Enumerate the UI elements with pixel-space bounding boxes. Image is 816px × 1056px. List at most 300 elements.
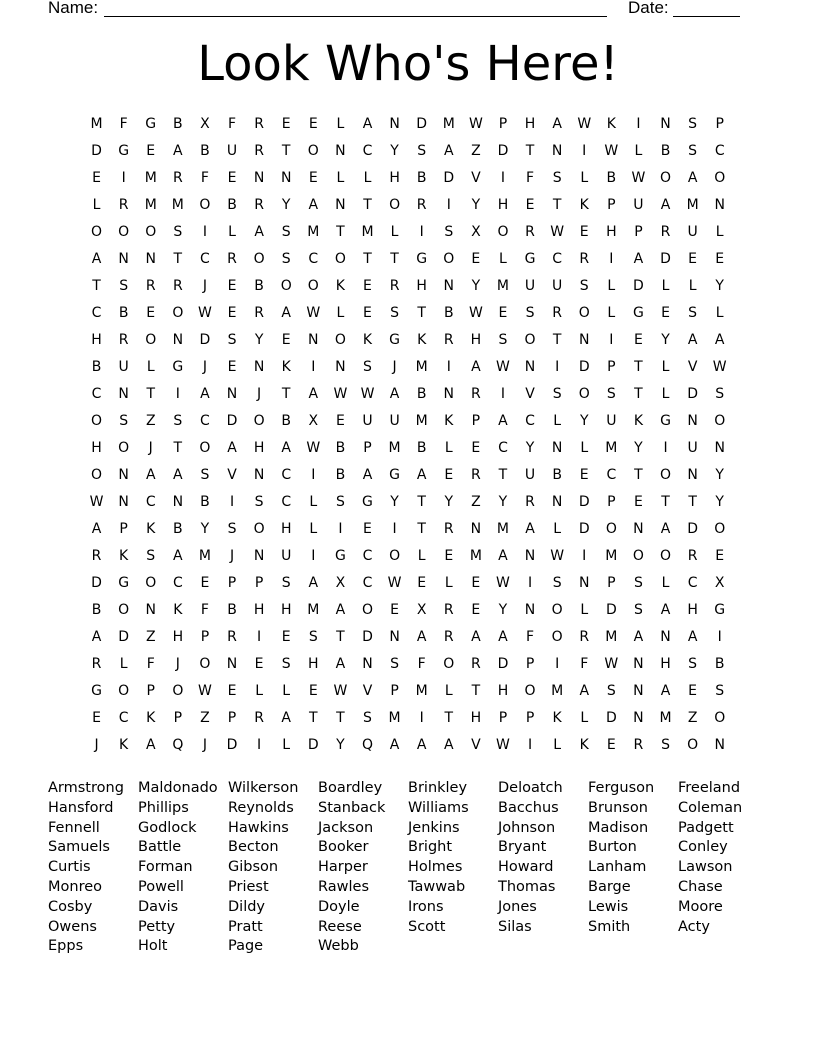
grid-letter: K — [146, 521, 156, 537]
grid-letter: C — [687, 575, 698, 591]
grid-letter: N — [389, 116, 400, 132]
grid-letter: A — [308, 575, 319, 591]
grid-letter: S — [390, 656, 400, 672]
grid-letter: N — [633, 683, 644, 699]
grid-letter: B — [173, 521, 183, 537]
letter-grid — [83, 113, 733, 761]
word-item: Madison — [588, 819, 649, 836]
grid-letter: M — [496, 521, 509, 537]
grid-letter: B — [173, 116, 183, 132]
word-item: Coleman — [678, 799, 743, 816]
grid-row — [83, 572, 733, 599]
grid-letter: B — [552, 467, 562, 483]
grid-letter: C — [118, 710, 129, 726]
grid-letter: A — [173, 143, 183, 159]
grid-letter: L — [553, 521, 562, 537]
grid-letter: U — [389, 413, 400, 429]
grid-letter: F — [526, 170, 535, 186]
grid-letter: P — [200, 629, 210, 645]
grid-letter: E — [444, 548, 454, 564]
grid-letter: R — [227, 629, 237, 645]
grid-letter: B — [254, 278, 264, 294]
grid-letter: T — [552, 332, 562, 348]
grid-letter: I — [392, 521, 397, 537]
word-item: Bright — [408, 839, 453, 856]
grid-letter: L — [499, 251, 507, 267]
word-item: Wilkerson — [228, 780, 299, 796]
grid-letter: G — [118, 575, 130, 591]
grid-letter: N — [226, 656, 238, 672]
grid-letter: T — [92, 278, 101, 294]
date-blank-line — [673, 16, 740, 17]
grid-letter: B — [335, 467, 346, 483]
grid-letter: B — [416, 440, 427, 456]
grid-letter: B — [416, 170, 427, 186]
grid-letter: N — [118, 467, 129, 483]
grid-letter: B — [91, 359, 102, 375]
date-label: Date: — [628, 0, 669, 17]
grid-letter: W — [468, 116, 483, 132]
word-item: Jenkins — [408, 819, 460, 836]
grid-letter: W — [577, 116, 592, 132]
grid-letter: M — [388, 710, 401, 726]
grid-letter: S — [606, 683, 616, 699]
grid-letter: P — [607, 575, 616, 591]
word-item: Thomas — [498, 878, 556, 895]
grid-letter: N — [443, 386, 454, 402]
grid-letter: P — [607, 197, 616, 213]
grid-letter: S — [688, 656, 698, 672]
grid-letter: M — [551, 683, 564, 699]
grid-letter: L — [228, 224, 236, 240]
grid-letter: E — [281, 629, 291, 645]
grid-letter: T — [634, 359, 643, 375]
grid-letter: J — [257, 386, 262, 402]
word-item: Howard — [498, 859, 554, 876]
grid-letter: Q — [361, 737, 373, 753]
grid-letter: K — [579, 737, 589, 753]
grid-letter: M — [415, 413, 428, 429]
grid-letter: Y — [254, 332, 264, 348]
word-column — [228, 779, 318, 957]
grid-letter: R — [254, 710, 264, 726]
grid-letter: R — [660, 224, 671, 240]
grid-letter: G — [632, 305, 644, 321]
word-item: Forman — [138, 859, 193, 876]
grid-letter: L — [336, 305, 345, 321]
worksheet-header — [48, 0, 748, 20]
grid-letter: R — [172, 278, 183, 294]
word-item: Johnson — [498, 819, 556, 836]
grid-letter: E — [308, 170, 318, 186]
grid-letter: P — [471, 413, 481, 429]
grid-row — [83, 707, 733, 734]
grid-letter: A — [416, 629, 427, 645]
grid-letter: E — [471, 575, 481, 591]
grid-letter: O — [578, 305, 590, 321]
grid-letter: Z — [145, 413, 156, 429]
grid-letter: M — [388, 440, 401, 456]
grid-row — [83, 653, 733, 680]
word-item: Boardley — [318, 780, 383, 796]
grid-letter: D — [91, 143, 102, 159]
grid-letter: W — [360, 386, 375, 402]
grid-letter: O — [714, 170, 726, 186]
grid-row — [83, 356, 733, 383]
grid-letter: P — [498, 710, 508, 726]
grid-letter: P — [525, 710, 535, 726]
grid-letter: I — [257, 737, 262, 753]
grid-letter: N — [226, 386, 238, 402]
grid-letter: E — [308, 683, 318, 699]
grid-letter: Z — [471, 494, 481, 510]
grid-letter: H — [308, 656, 319, 672]
grid-letter: O — [524, 332, 536, 348]
grid-letter: T — [146, 386, 156, 402]
grid-letter: A — [443, 143, 454, 159]
grid-letter: O — [443, 251, 455, 267]
grid-letter: Y — [715, 278, 724, 294]
grid-letter: D — [633, 278, 644, 294]
grid-letter: P — [525, 656, 535, 672]
grid-letter: H — [280, 521, 292, 537]
grid-letter: A — [227, 440, 237, 456]
grid-letter: L — [282, 683, 291, 699]
grid-letter: A — [416, 467, 427, 483]
word-column — [138, 779, 228, 957]
grid-letter: F — [580, 656, 589, 672]
grid-letter: E — [254, 656, 264, 672]
grid-letter: A — [145, 467, 156, 483]
grid-letter: Z — [145, 629, 156, 645]
puzzle-title: Look Who's Here! — [197, 36, 619, 92]
grid-letter: I — [636, 116, 641, 132]
grid-letter: I — [582, 548, 587, 564]
grid-letter: O — [199, 440, 211, 456]
grid-letter: T — [552, 197, 562, 213]
word-item: Samuels — [48, 839, 110, 856]
grid-letter: S — [119, 413, 129, 429]
grid-letter: A — [362, 116, 373, 132]
grid-letter: M — [605, 629, 618, 645]
grid-letter: O — [118, 683, 130, 699]
grid-letter: T — [281, 143, 291, 159]
word-item: Bryant — [498, 839, 547, 856]
grid-letter: K — [146, 710, 156, 726]
grid-letter: C — [200, 413, 210, 429]
grid-letter: O — [497, 224, 509, 240]
grid-letter: M — [415, 683, 428, 699]
word-item: Acty — [678, 918, 710, 935]
grid-letter: R — [118, 332, 129, 348]
grid-letter: I — [609, 332, 614, 348]
word-item: Chase — [678, 878, 723, 895]
word-item: Owens — [48, 918, 97, 935]
grid-letter: I — [500, 386, 506, 402]
grid-letter: U — [118, 359, 129, 375]
grid-letter: H — [416, 278, 427, 294]
grid-letter: E — [715, 251, 725, 267]
grid-letter: S — [552, 170, 562, 186]
grid-letter: R — [443, 521, 454, 537]
grid-letter: T — [688, 494, 697, 510]
grid-letter: N — [714, 737, 725, 753]
grid-letter: A — [416, 737, 427, 753]
grid-letter: G — [524, 251, 536, 267]
grid-letter: J — [229, 548, 235, 564]
grid-letter: L — [146, 359, 155, 375]
grid-letter: H — [253, 602, 265, 618]
grid-letter: N — [524, 548, 536, 564]
grid-letter: E — [498, 305, 508, 321]
grid-letter: N — [714, 197, 725, 213]
grid-letter: Y — [390, 143, 399, 159]
grid-letter: M — [144, 170, 157, 186]
grid-letter: O — [145, 224, 157, 240]
grid-letter: N — [551, 143, 563, 159]
grid-letter: O — [253, 413, 265, 429]
grid-letter: H — [660, 656, 671, 672]
grid-letter: N — [118, 251, 129, 267]
grid-letter: A — [281, 440, 291, 456]
grid-letter: A — [91, 521, 102, 537]
grid-letter: D — [497, 143, 509, 159]
grid-letter: Y — [336, 737, 345, 753]
grid-letter: I — [311, 548, 316, 564]
grid-letter: K — [444, 413, 454, 429]
word-item: Padgett — [678, 819, 734, 836]
grid-letter: T — [417, 521, 426, 537]
grid-letter: U — [362, 413, 373, 429]
grid-letter: I — [582, 143, 587, 159]
grid-letter: N — [470, 521, 482, 537]
word-item: Priest — [228, 878, 269, 895]
grid-row — [83, 599, 733, 626]
grid-letter: L — [363, 170, 372, 186]
grid-letter: C — [362, 143, 373, 159]
grid-letter: A — [633, 251, 644, 267]
grid-letter: D — [660, 251, 671, 267]
grid-letter: O — [118, 440, 130, 456]
word-item: Deloatch — [498, 780, 563, 796]
grid-letter: N — [280, 170, 292, 186]
grid-letter: Y — [715, 467, 724, 483]
word-item: Epps — [48, 938, 84, 955]
word-column — [678, 779, 768, 957]
grid-letter: L — [580, 602, 589, 618]
word-column — [408, 779, 498, 957]
grid-letter: E — [688, 251, 698, 267]
grid-letter: T — [634, 386, 643, 402]
grid-letter: N — [145, 251, 156, 267]
grid-letter: M — [415, 359, 428, 375]
grid-letter: A — [687, 629, 698, 645]
grid-letter: A — [498, 629, 508, 645]
grid-letter: L — [336, 116, 345, 132]
grid-letter: J — [94, 737, 99, 753]
grid-row — [83, 545, 733, 572]
grid-letter: M — [361, 224, 374, 240]
grid-letter: L — [607, 278, 616, 294]
grid-letter: G — [714, 602, 726, 618]
grid-letter: G — [660, 413, 671, 429]
grid-letter: Y — [281, 197, 291, 213]
word-item: Lewis — [588, 898, 629, 915]
grid-letter: U — [633, 197, 644, 213]
grid-letter: O — [334, 332, 346, 348]
grid-letter: B — [118, 305, 129, 321]
word-item: Cosby — [48, 898, 93, 915]
grid-letter: X — [308, 413, 319, 429]
grid-letter: D — [226, 737, 238, 753]
grid-row — [83, 518, 733, 545]
grid-letter: B — [91, 602, 102, 618]
grid-letter: H — [91, 332, 102, 348]
grid-letter: T — [661, 494, 670, 510]
grid-letter: D — [199, 332, 211, 348]
grid-letter: C — [552, 251, 563, 267]
grid-letter: L — [688, 278, 697, 294]
word-item: Dildy — [228, 898, 266, 915]
grid-letter: X — [714, 575, 725, 591]
grid-letter: N — [633, 710, 644, 726]
grid-letter: D — [605, 710, 617, 726]
grid-letter: L — [580, 440, 589, 456]
grid-letter: R — [579, 629, 590, 645]
grid-letter: Y — [715, 494, 724, 510]
grid-letter: E — [688, 683, 698, 699]
grid-letter: H — [497, 683, 509, 699]
grid-letter: W — [306, 305, 321, 321]
grid-letter: O — [91, 413, 103, 429]
grid-letter: K — [417, 332, 427, 348]
grid-letter: I — [527, 737, 533, 753]
word-item: Brinkley — [408, 780, 468, 796]
grid-letter: D — [497, 656, 509, 672]
grid-letter: I — [338, 521, 343, 537]
grid-letter: N — [308, 332, 319, 348]
grid-letter: W — [550, 224, 565, 240]
grid-letter: A — [633, 629, 644, 645]
grid-letter: A — [660, 521, 671, 537]
grid-letter: E — [146, 143, 156, 159]
grid-letter: O — [551, 629, 563, 645]
grid-letter: A — [498, 548, 508, 564]
grid-letter: K — [119, 548, 129, 564]
grid-letter: C — [172, 575, 183, 591]
grid-letter: I — [663, 440, 668, 456]
grid-letter: R — [254, 143, 264, 159]
grid-letter: B — [714, 656, 725, 672]
grid-letter: O — [199, 197, 211, 213]
grid-letter: P — [119, 521, 128, 537]
grid-letter: L — [417, 548, 426, 564]
word-item: Booker — [318, 839, 369, 856]
grid-letter: E — [363, 278, 372, 294]
grid-row — [83, 626, 733, 653]
word-item: Tawwab — [408, 878, 466, 895]
grid-letter: A — [335, 656, 346, 672]
word-item: Lanham — [588, 859, 647, 876]
grid-letter: O — [253, 251, 265, 267]
grid-letter: N — [524, 359, 536, 375]
grid-letter: S — [281, 656, 291, 672]
grid-letter: A — [471, 359, 481, 375]
grid-letter: S — [715, 683, 725, 699]
word-item: Moore — [678, 898, 723, 915]
grid-letter: S — [688, 143, 698, 159]
grid-letter: S — [173, 224, 183, 240]
word-bank — [48, 779, 768, 957]
grid-letter: I — [419, 710, 424, 726]
grid-letter: D — [578, 521, 590, 537]
grid-letter: W — [89, 494, 104, 510]
grid-letter: G — [172, 359, 184, 375]
grid-letter: R — [470, 386, 481, 402]
grid-letter: V — [687, 359, 698, 375]
grid-letter: T — [336, 224, 345, 240]
grid-letter: V — [471, 737, 481, 753]
grid-letter: L — [661, 386, 670, 402]
word-item: Page — [228, 938, 264, 955]
grid-letter: I — [555, 359, 560, 375]
grid-letter: H — [172, 629, 184, 645]
grid-letter: N — [389, 629, 400, 645]
grid-letter: I — [419, 224, 424, 240]
grid-letter: Y — [471, 278, 481, 294]
grid-letter: D — [605, 602, 617, 618]
grid-letter: T — [173, 251, 183, 267]
grid-letter: I — [446, 197, 451, 213]
grid-letter: B — [227, 602, 237, 618]
grid-row — [83, 329, 733, 356]
grid-letter: V — [525, 386, 535, 402]
word-item: Phillips — [138, 799, 189, 816]
grid-letter: L — [390, 224, 399, 240]
grid-letter: A — [389, 386, 400, 402]
grid-letter: O — [687, 737, 699, 753]
grid-letter: N — [172, 332, 184, 348]
grid-letter: N — [633, 656, 644, 672]
grid-letter: Y — [444, 494, 454, 510]
grid-letter: M — [442, 116, 455, 132]
grid-letter: I — [311, 467, 316, 483]
grid-letter: G — [389, 467, 400, 483]
grid-letter: S — [227, 521, 237, 537]
grid-letter: H — [470, 710, 482, 726]
grid-letter: Z — [200, 710, 210, 726]
grid-letter: N — [118, 494, 129, 510]
grid-letter: E — [335, 413, 345, 429]
grid-letter: A — [687, 332, 698, 348]
grid-letter: O — [605, 521, 617, 537]
grid-letter: R — [443, 629, 454, 645]
grid-letter: A — [91, 251, 102, 267]
grid-letter: L — [336, 170, 345, 186]
grid-letter: U — [524, 467, 536, 483]
grid-letter: A — [335, 602, 346, 618]
grid-letter: N — [335, 197, 346, 213]
grid-letter: K — [633, 413, 644, 429]
grid-letter: R — [254, 305, 264, 321]
grid-letter: A — [308, 386, 319, 402]
grid-letter: C — [498, 440, 508, 456]
grid-letter: J — [202, 278, 207, 294]
grid-letter: L — [444, 683, 453, 699]
grid-letter: S — [173, 413, 183, 429]
grid-letter: J — [202, 359, 207, 375]
grid-letter: P — [498, 116, 508, 132]
